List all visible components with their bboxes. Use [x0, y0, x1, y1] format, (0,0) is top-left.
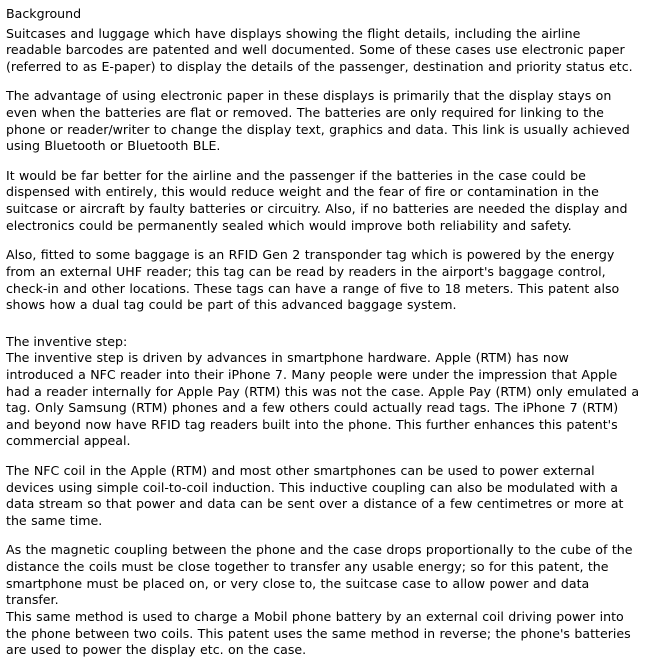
paragraph-background-2: The advantage of using electronic paper in these displays is primarily that the display stays on even when the batteries are flat or removed. The batteries are only required for linking to the phone or reader/writer to change the display text, graphics and data. This link is usually achieved using Bluetooth or Bluetooth BLE.: [6, 88, 630, 154]
page-title: Background: [6, 6, 82, 21]
paragraph-inventive-2: The NFC coil in the Apple (RTM) and most other smartphones can be used to power external devices using simple coil-to-coil induction. This inductive coupling can also be modulated with a data stream so that power and data can be sent over a distance of a few centimetres or more at the same time.: [6, 463, 624, 528]
paragraph-background-1: Suitcases and luggage which have displays showing the flight details, including the airline readable barcodes are patented and well documented. Some of these cases use electronic paper (referred to as E-paper) to display the details of the passenger, destination and priority status etc.: [6, 25, 633, 74]
paragraph-background-3: It would be far better for the airline and the passenger if the batteries in the case could be dispensed with entirely, this would reduce weight and the fear of fire or contamination in the suitcase or aircraft by faulty batteries or circuitry. Also, if no batteries are needed the display and electronics could be permanently sealed which would improve both reliability and safety.: [6, 167, 628, 233]
paragraph-inventive-3: As the magnetic coupling between the phone and the case drops proportionally to the cube of the distance the coils must be close together to transfer any usable energy; so for this patent, the smartphone must be placed on, or very close to, the suitcase case to allow power and data transfer.: [6, 542, 633, 608]
paragraph-background-4: Also, fitted to some baggage is an RFID Gen 2 transponder tag which is powered by the energy from an external UHF reader; this tag can be read by readers in the airport's baggage control, check-in and other locations. These tags can have a range of five to 18 meters. This patent also shows how a dual tag could be part of this advanced baggage system.: [6, 247, 620, 313]
paragraph-inventive-4: This same method is used to charge a Mobil phone battery by an external coil driving power into the phone between two coils. This patent uses the same method in reverse; the phone's batteries are used to power the display etc. on the case.: [6, 608, 631, 658]
paragraph-inventive-1: The inventive step is driven by advances in smartphone hardware. Apple (RTM) has now introduced a NFC reader into their iPhone 7. Many people were under the impression that Apple had a reader internally for Apple Pay (RTM) this was not the case. Apple Pay (RTM) only emulated a tag. Only Samsung (RTM) phones and a few others could actually read tags. The iPhone 7 (RTM) and beyond now have RFID tag readers built into the phone. This further enhances this patent's commercial appeal.: [6, 350, 640, 449]
section-subheading-inventive-step: The inventive step:: [6, 333, 128, 349]
